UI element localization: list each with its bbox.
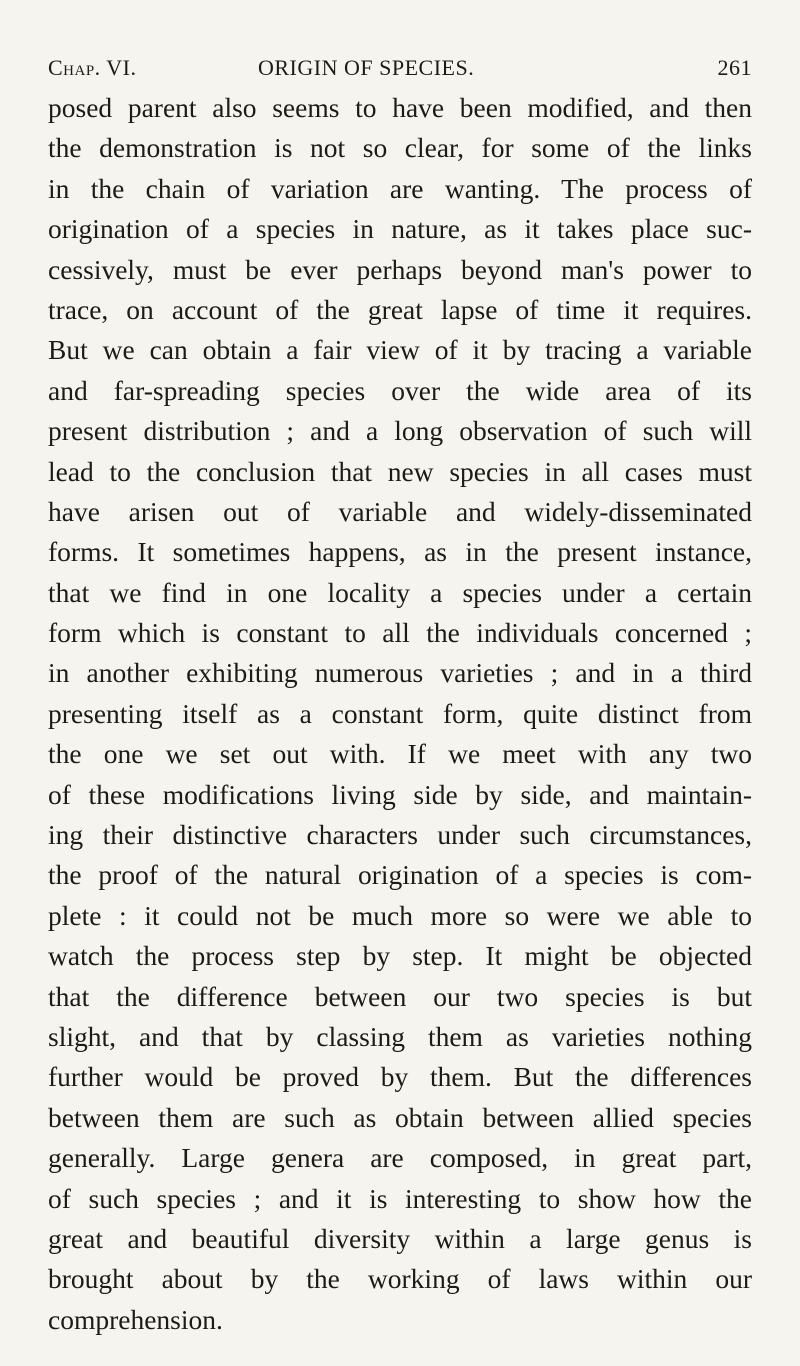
chapter-label: Chap. VI. [48,55,137,80]
text-line: generally. Large genera are composed, in great part, [48,1142,752,1174]
text-line: the one we set out with. If we meet with any two [48,738,752,770]
body-paragraph [48,88,752,1340]
text-line: origination of a species in nature, as it takes place suc- [48,213,752,245]
text-line: further would be proved by them. But the differences [48,1061,752,1093]
text-line: watch the process step by step. It might be objected [48,940,752,972]
text-line: the demonstration is not so clear, for some of the links [48,132,752,164]
text-line: between them are such as obtain between allied species [48,1101,752,1133]
text-line: But we can obtain a fair view of it by tracing a variable [48,334,752,366]
text-line: comprehension. [48,1303,223,1335]
page-number: 261 [717,55,752,80]
text-line: plete : it could not be much more so were we able to [48,899,752,931]
text-line: that the difference between our two species is but [48,980,752,1012]
text-line: trace, on account of the great lapse of time it requires. [48,293,752,325]
text-line: have arisen out of variable and widely-disseminated [48,495,752,527]
text-line: great and beautiful diversity within a large genus is [48,1222,752,1254]
text-line: of such species ; and it is interesting to show how the [48,1182,752,1214]
text-line: lead to the conclusion that new species in all cases must [48,455,752,487]
text-line: of these modifications living side by side, and maintain- [48,778,752,810]
text-line: forms. It sometimes happens, as in the present instance, [48,536,752,568]
text-line: in the chain of variation are wanting. The process of [48,172,752,204]
running-head [48,55,752,83]
text-line: present distribution ; and a long observation of such will [48,415,752,447]
text-line: ing their distinctive characters under such circumstances, [48,819,752,851]
text-line: brought about by the working of laws within our [48,1263,752,1295]
text-line: that we find in one locality a species under a certain [48,576,752,608]
book-title: ORIGIN OF SPECIES. [258,55,475,80]
text-line: presenting itself as a constant form, quite distinct from [48,697,752,729]
text-line: form which is constant to all the individuals concerned ; [48,617,752,649]
text-line: cessively, must be ever perhaps beyond man's power to [48,253,752,285]
text-line: in another exhibiting numerous varieties ; and in a third [48,657,752,689]
text-line: slight, and that by classing them as varieties nothing [48,1020,752,1052]
text-line: the proof of the natural origination of a species is com- [48,859,752,891]
text-line: posed parent also seems to have been modified, and then [48,92,752,123]
text-line: and far-spreading species over the wide area of its [48,374,752,406]
